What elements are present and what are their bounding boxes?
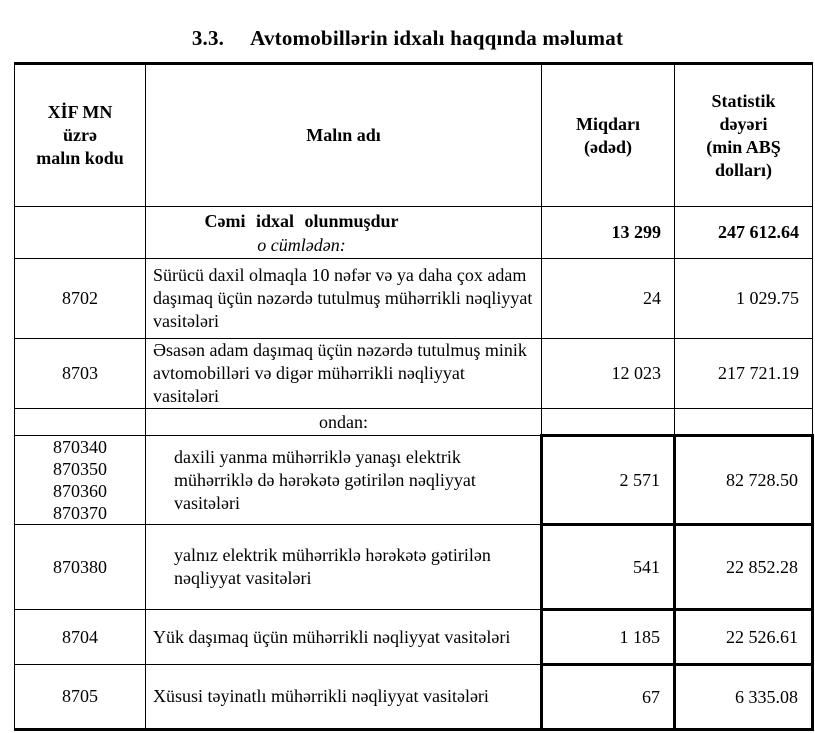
product-code: 8705 xyxy=(15,665,146,730)
header-code-line: üzrə xyxy=(63,125,97,145)
table-row-8703 xyxy=(15,339,813,409)
header-code-line: malın kodu xyxy=(36,148,124,168)
product-code-line: 870350 xyxy=(53,459,107,479)
product-code-line: 870370 xyxy=(53,503,107,523)
statistical-value: 6 335.08 xyxy=(675,665,813,730)
statistical-value: 22 526.61 xyxy=(675,610,813,665)
page-title xyxy=(0,26,815,51)
product-name: Əsasən adam daşımaq üçün nəzərdə tutulmuş minik avtomobilləri və digər mühərrikli nəqliyyat vasitələri xyxy=(146,339,542,409)
statistical-value xyxy=(675,409,813,436)
header-quantity-line: (ədəd) xyxy=(584,136,632,157)
total-sublabel: o cümlədən: xyxy=(257,234,346,255)
product-name: daxili yanma mühərriklə yanaşı elektrik mühərriklə də hərəkətə gətirilən nəqliyyat vasitələri xyxy=(146,436,542,525)
quantity-value: 13 299 xyxy=(542,207,675,259)
header-quantity xyxy=(542,64,675,207)
product-name: Yük daşımaq üçün mühərrikli nəqliyyat vasitələri xyxy=(146,610,542,665)
total-label: Cəmi idxal olunmuşdur xyxy=(204,210,399,231)
product-name: Xüsusi təyinatlı mühərrikli nəqliyyat vasitələri xyxy=(146,665,542,730)
product-code-lines xyxy=(15,436,145,524)
quantity-value: 12 023 xyxy=(542,339,675,409)
product-code: 870380 xyxy=(15,525,146,610)
quantity-value xyxy=(542,409,675,436)
statistical-value: 247 612.64 xyxy=(675,207,813,259)
table-row-870380 xyxy=(15,525,813,610)
section-number: 3.3. xyxy=(191,26,225,50)
table-row-8705 xyxy=(15,665,813,730)
quantity-value: 67 xyxy=(542,665,675,730)
product-name: Sürücü daxil olmaqla 10 nəfər və ya daha çox adam daşımaq üçün nəzərdə tutulmuş mühərrikli nəqliyyat vasitələri xyxy=(146,259,542,339)
section-title-text: Avtomobillərin idxalı haqqında məlumat xyxy=(250,26,624,50)
table-row-ondan xyxy=(15,409,813,436)
header-quantity-line: Miqdarı xyxy=(575,113,640,134)
header-value-line: Statistik xyxy=(711,90,776,111)
statistical-value: 1 029.75 xyxy=(675,259,813,339)
imports-table xyxy=(14,62,814,731)
product-code xyxy=(15,436,146,525)
product-code: 8703 xyxy=(15,339,146,409)
table-row-total xyxy=(15,207,813,259)
product-code: 8704 xyxy=(15,610,146,665)
quantity-value: 1 185 xyxy=(542,610,675,665)
product-code xyxy=(15,409,146,436)
product-name xyxy=(146,207,542,259)
product-code xyxy=(15,207,146,259)
statistical-value: 82 728.50 xyxy=(675,436,813,525)
product-code: 8702 xyxy=(15,259,146,339)
statistical-value: 22 852.28 xyxy=(675,525,813,610)
statistical-value: 217 721.19 xyxy=(675,339,813,409)
table-header-row xyxy=(15,64,813,207)
quantity-value: 541 xyxy=(542,525,675,610)
product-code-line: 870340 xyxy=(53,437,107,457)
table-row-8702 xyxy=(15,259,813,339)
header-value-line: dəyəri xyxy=(719,113,768,134)
header-name: Malın adı xyxy=(146,64,542,207)
total-name-block xyxy=(146,209,541,257)
header-value xyxy=(675,64,813,207)
quantity-value: 2 571 xyxy=(542,436,675,525)
header-code xyxy=(15,64,146,207)
product-name: yalnız elektrik mühərriklə hərəkətə gətirilən nəqliyyat vasitələri xyxy=(146,525,542,610)
header-value-line: dolları) xyxy=(715,159,772,180)
header-value-line: (min ABŞ xyxy=(706,136,781,157)
subdivision-label: ondan: xyxy=(146,409,542,436)
header-code-line: XİF MN xyxy=(47,102,113,122)
quantity-value: 24 xyxy=(542,259,675,339)
table-row-8704 xyxy=(15,610,813,665)
table-row-870340 xyxy=(15,436,813,525)
product-code-line: 870360 xyxy=(53,481,107,501)
